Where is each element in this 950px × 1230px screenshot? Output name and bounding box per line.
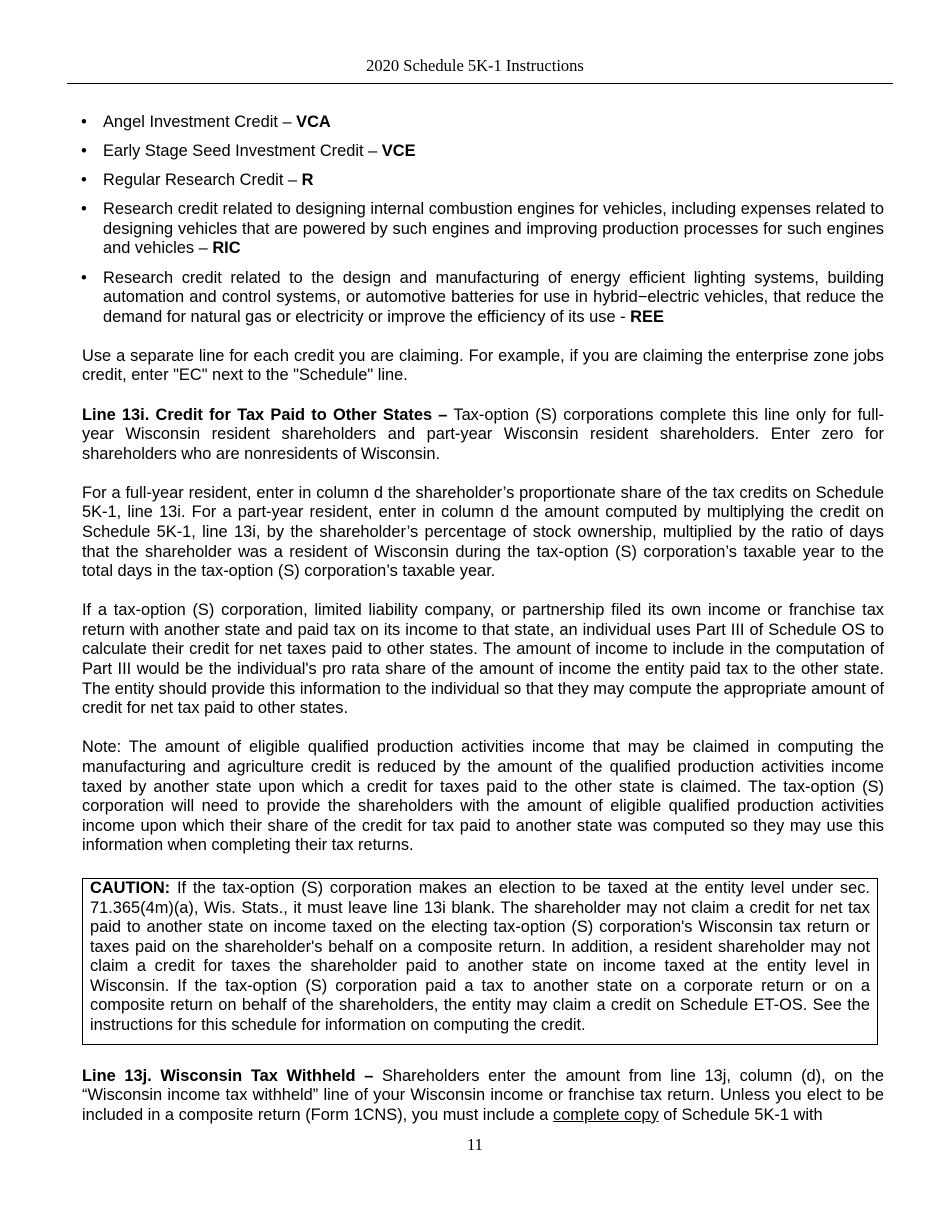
credit-description: Angel Investment Credit – bbox=[103, 113, 297, 131]
resident-paragraph: For a full-year resident, enter in column d the shareholder’s proportionate share of the tax credits on Schedule 5K-1, line 13i. For a part-year resident, enter in column d the amount computed by multiplying the credit on Schedule 5K-1, line 13i, by the shareholder’s percentage of stock ownership, multiplied by the ratio of days that the shareholder was a resident of Wisconsin during the tax-option (S) corporation’s taxable year to the total days in the tax-option (S) corporation’s taxable year. bbox=[82, 483, 884, 581]
note-paragraph: Note: The amount of eligible qualified production activities income that may be claimed in computing the manufacturing and agriculture credit is reduced by the amount of the qualified production activities income taxed by another state upon which a credit for taxes paid to the other state is claimed. The tax-option (S) corporation will need to provide the shareholders with the amount of eligible qualified production activities income upon which their share of the credit for tax paid to another state was computed so they may use this information when completing their tax returns. bbox=[82, 738, 884, 855]
list-item bbox=[82, 142, 884, 162]
line-13i-intro: Tax-option (S) corporations complete this line only for full-year Wisconsin resident shareholders and part-year Wisconsin resident shareholders. Enter zero for shareholders who are nonresidents of Wisconsin. bbox=[82, 405, 884, 463]
credit-code: VCA bbox=[296, 113, 331, 131]
page-number: 11 bbox=[467, 1135, 483, 1154]
separate-line-paragraph: Use a separate line for each credit you are claiming. For example, if you are claiming the enterprise zone jobs credit, enter "EC" next to the "Schedule" line. bbox=[82, 346, 884, 385]
caution-label: CAUTION: bbox=[90, 878, 171, 897]
list-item bbox=[82, 113, 884, 133]
credit-description: Early Stage Seed Investment Credit – bbox=[103, 142, 382, 161]
caution-text: If the tax-option (S) corporation makes an election to be taxed at the entity level under sec. 71.365(4m)(a), Wis. Stats., it must leave line 13i blank. The shareholder may not claim a credit for net tax paid to another state on income taxed on the electing tax-option (S) corporation's Wisconsin tax return or taxes paid on the shareholder's behalf on a composite return. In addition, a resident shareholder may not claim a credit for taxes the shareholder paid to another state on income taxed at the entity level in Wisconsin. If the tax-option (S) corporation paid a tax to another state on a corporate return or on a composite return on behalf of the shareholders, the entity may claim a credit on Schedule ET-OS. See the instructions for this schedule for information on computing the credit. bbox=[90, 878, 870, 1035]
credit-description: Research credit related to the design and manufacturing of energy efficient lighting systems, building automation and control systems, or automotive batteries for use in hybrid−electric vehicles, that reduce the demand for natural gas or electricity or improve the efficiency of its use - bbox=[103, 268, 884, 326]
line-13j-heading: Line 13j. Wisconsin Tax Withheld – bbox=[82, 1066, 374, 1085]
line-13j-paragraph bbox=[82, 1067, 884, 1126]
line-13j-text-end: of Schedule 5K-1 with bbox=[658, 1105, 823, 1124]
spacer bbox=[82, 582, 884, 602]
page-content bbox=[82, 113, 884, 1125]
list-item bbox=[82, 171, 884, 191]
list-item bbox=[82, 200, 884, 259]
spacer bbox=[82, 337, 884, 347]
spacer bbox=[82, 856, 884, 872]
credit-code: R bbox=[301, 171, 314, 190]
spacer bbox=[82, 386, 884, 406]
credits-list bbox=[82, 113, 884, 327]
caution-paragraph bbox=[90, 879, 870, 1044]
line-13i-heading: Line 13i. Credit for Tax Paid to Other States – bbox=[82, 405, 448, 424]
credit-description: Regular Research Credit – bbox=[103, 171, 302, 190]
page-header-title: 2020 Schedule 5K-1 Instructions bbox=[366, 56, 584, 75]
entity-paragraph: If a tax-option (S) corporation, limited liability company, or partnership filed its own income or franchise tax return with another state and paid tax on its income to that state, an individual uses Part III of Schedule OS to calculate their credit for net taxes paid to other states. The amount of income to include in the computation of Part III would be the individual's pro rata share of the amount of income the entity paid tax to the other state. The entity should provide this information to the individual so that they may compute the appropriate amount of credit for net tax paid to other states. bbox=[82, 601, 884, 718]
list-item bbox=[82, 269, 884, 328]
header-divider bbox=[67, 83, 893, 84]
spacer bbox=[82, 1045, 884, 1067]
complete-copy-text: complete copy bbox=[552, 1105, 659, 1124]
credit-code: REE bbox=[630, 307, 664, 326]
credit-description: Research credit related to designing internal combustion engines for vehicles, including expenses related to designing vehicles that are powered by such engines and improving production processes for such engines and vehicles – bbox=[103, 200, 884, 258]
credit-code: RIC bbox=[212, 239, 241, 258]
line-13i-paragraph bbox=[82, 406, 884, 465]
spacer bbox=[82, 464, 884, 484]
caution-box bbox=[82, 878, 878, 1045]
line-13j-text: Shareholders enter the amount from line 13j, column (d), on the “Wisconsin income tax withheld” line of your Wisconsin income or franchise tax return. Unless you elect to be included in a composite return (Form 1CNS), you must include a bbox=[82, 1066, 884, 1124]
spacer bbox=[82, 719, 884, 739]
credit-code: VCE bbox=[381, 142, 416, 161]
